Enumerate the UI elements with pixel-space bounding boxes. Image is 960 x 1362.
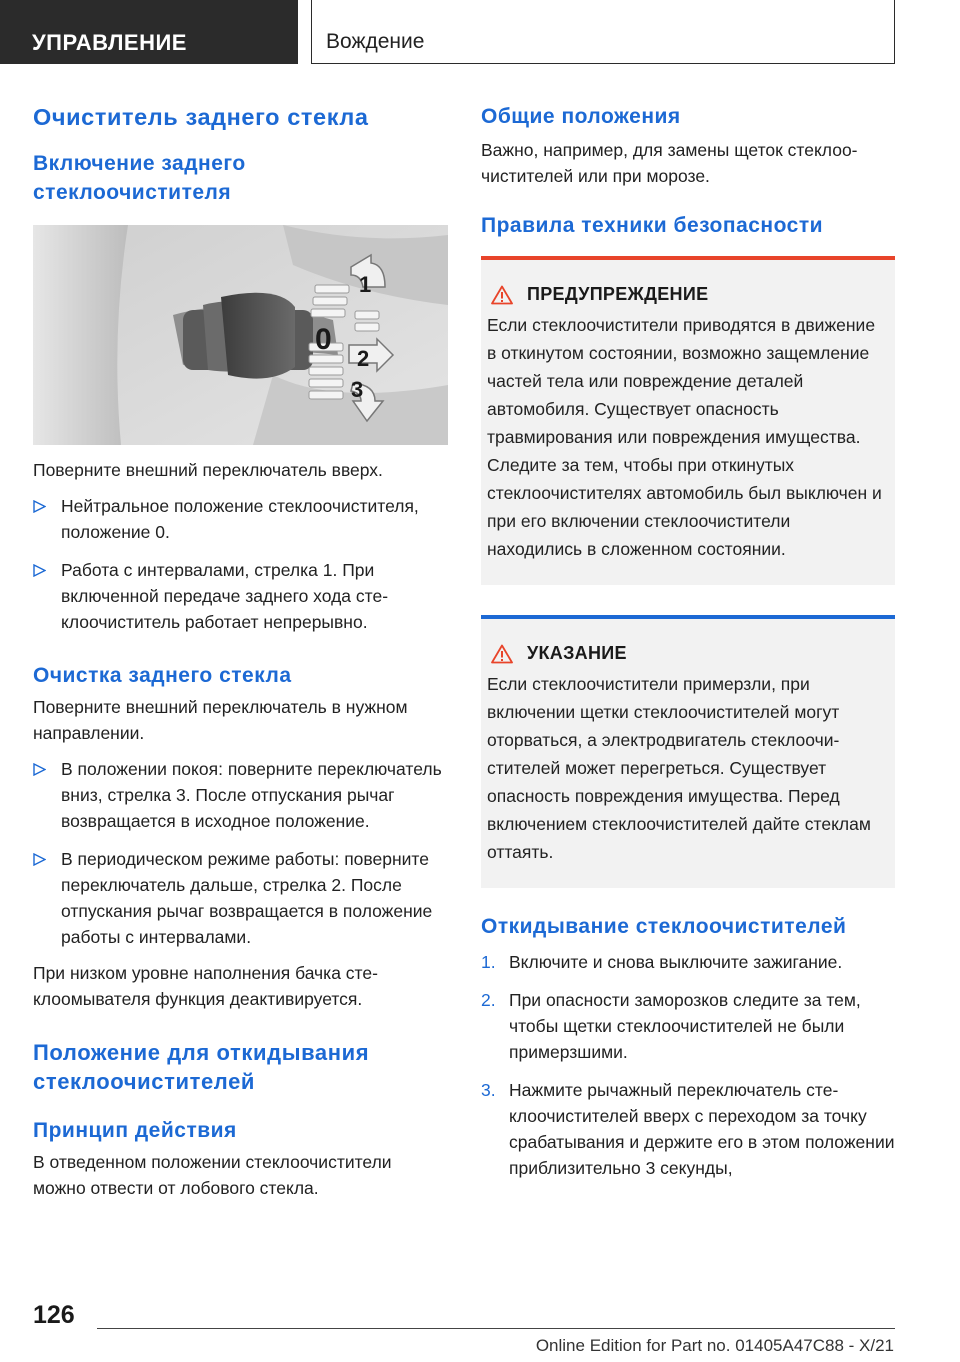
paragraph-cleaning: Поверните внешний переключатель в нужном направлении. (33, 697, 408, 743)
note-box (481, 615, 895, 888)
subheading-general: Общие положения (481, 105, 681, 128)
bullet-list-cleaning (33, 756, 448, 950)
step-text: Включите и снова выключите зажигание. (509, 952, 843, 972)
list-item (33, 846, 448, 950)
warning-text: Если стеклоочистители приводятся в движение в откинутом состоянии, возможно защемление частей тела или повреждение деталей автомобиля. Существует опасность травмирования или повреждения имущества. Следите за тем, чтобы при откинутых стеклоочистителях автомобиль был выключен и при его включении стеклоочистители находились в сложенном состоянии. (487, 315, 882, 559)
list-item (481, 1077, 895, 1181)
paragraph-general: Важно, например, для замены щеток стеклоочистителей или при морозе. (481, 140, 858, 186)
steps-list (481, 949, 895, 1181)
section-header: УПРАВЛЕНИЕ (0, 0, 298, 64)
triangle-bullet-icon (33, 763, 46, 776)
list-item (33, 493, 448, 545)
subheading-safety: Правила техники безопасности (481, 214, 824, 237)
note-text: Если стеклоочистители примерзли, при включении щетки стеклоочистителей могут оторваться, а электродвигатель стеклоочистителей может перегреться. Существует опасность повреждения имущества. Перед включением стеклоочистителей дайте стеклам оттаять. (487, 674, 871, 862)
list-item-text: В положении покоя: поверните переключатель вниз, стрелка 3. После отпускания рычаг возвращается в исходное положение. (61, 759, 442, 831)
warning-box (481, 256, 895, 585)
note-triangle-icon (491, 644, 513, 664)
wiper-lever-illustration (33, 225, 448, 445)
section-title-rear-wiper: Очиститель заднего стекла (33, 104, 369, 130)
page-number: 126 (33, 1301, 75, 1329)
step-number: 3. (481, 1080, 496, 1100)
list-item-text: Нейтральное положение стеклоочистителя, положение 0. (61, 496, 419, 542)
step-text: При опасности заморозков следите за тем, чтобы щетки стеклоочистителей не были примерзшими. (509, 990, 861, 1062)
section-title-fold-position: Положение для откидывания стеклоочистителей (33, 1040, 370, 1094)
list-item-text: Работа с интервалами, стрелка 1. При включенной передаче заднего хода стеклоочиститель работает непрерывно. (61, 560, 389, 632)
list-item-text: В периодическом режиме работы: поверните переключатель дальше, стрелка 2. После отпускания рычаг возвращается в положение работы с интервалами. (61, 849, 433, 947)
arrow-label-2: 2 (357, 346, 370, 371)
step-number: 2. (481, 990, 496, 1010)
subheading-folding: Откидывание стеклоочистителей (481, 915, 847, 938)
wiper-lever-drawing (33, 225, 448, 445)
chapter-header: Вождение (311, 0, 895, 64)
edition-text: Online Edition for Part no. 01405A47C88 - X/21 (535, 1336, 894, 1355)
list-item (33, 557, 448, 635)
subheading-rear-wiper-on: Включение заднего стеклоочистителя (33, 152, 246, 204)
bullet-list-positions (33, 493, 448, 635)
subheading-principle: Принцип действия (33, 1119, 237, 1142)
warning-triangle-icon (491, 285, 513, 305)
intro-text: Поверните внешний переключатель вверх. (33, 460, 383, 480)
step-text: Нажмите рычажный переключатель стеклоочистителей вверх с переходом за точку срабатывания и держите его в этом положении приблизительно 3 секунды, (509, 1080, 895, 1178)
left-column (33, 102, 448, 1201)
warning-title: ПРЕДУПРЕЖДЕНИЕ (527, 284, 709, 304)
warning-title-row (487, 284, 887, 305)
list-item (481, 949, 895, 975)
subheading-rear-cleaning: Очистка заднего стекла (33, 664, 292, 687)
note-title: УКАЗАНИЕ (527, 643, 627, 663)
arrow-label-3: 3 (351, 377, 364, 402)
triangle-bullet-icon (33, 564, 46, 577)
list-item (481, 987, 895, 1065)
triangle-bullet-icon (33, 853, 46, 866)
list-item (33, 756, 448, 834)
position-label-0: 0 (315, 323, 332, 356)
note-title-row (487, 643, 887, 664)
right-column (481, 102, 895, 1181)
triangle-bullet-icon (33, 500, 46, 513)
step-number: 1. (481, 952, 496, 972)
footer-divider (97, 1328, 895, 1329)
arrow-label-1: 1 (359, 272, 372, 297)
paragraph-principle: В отведенном положении стеклоочистители можно отвести от лобового стекла. (33, 1152, 392, 1198)
paragraph-low-fluid: При низком уровне наполнения бачка стеклоомывателя функция деактивируется. (33, 963, 378, 1009)
